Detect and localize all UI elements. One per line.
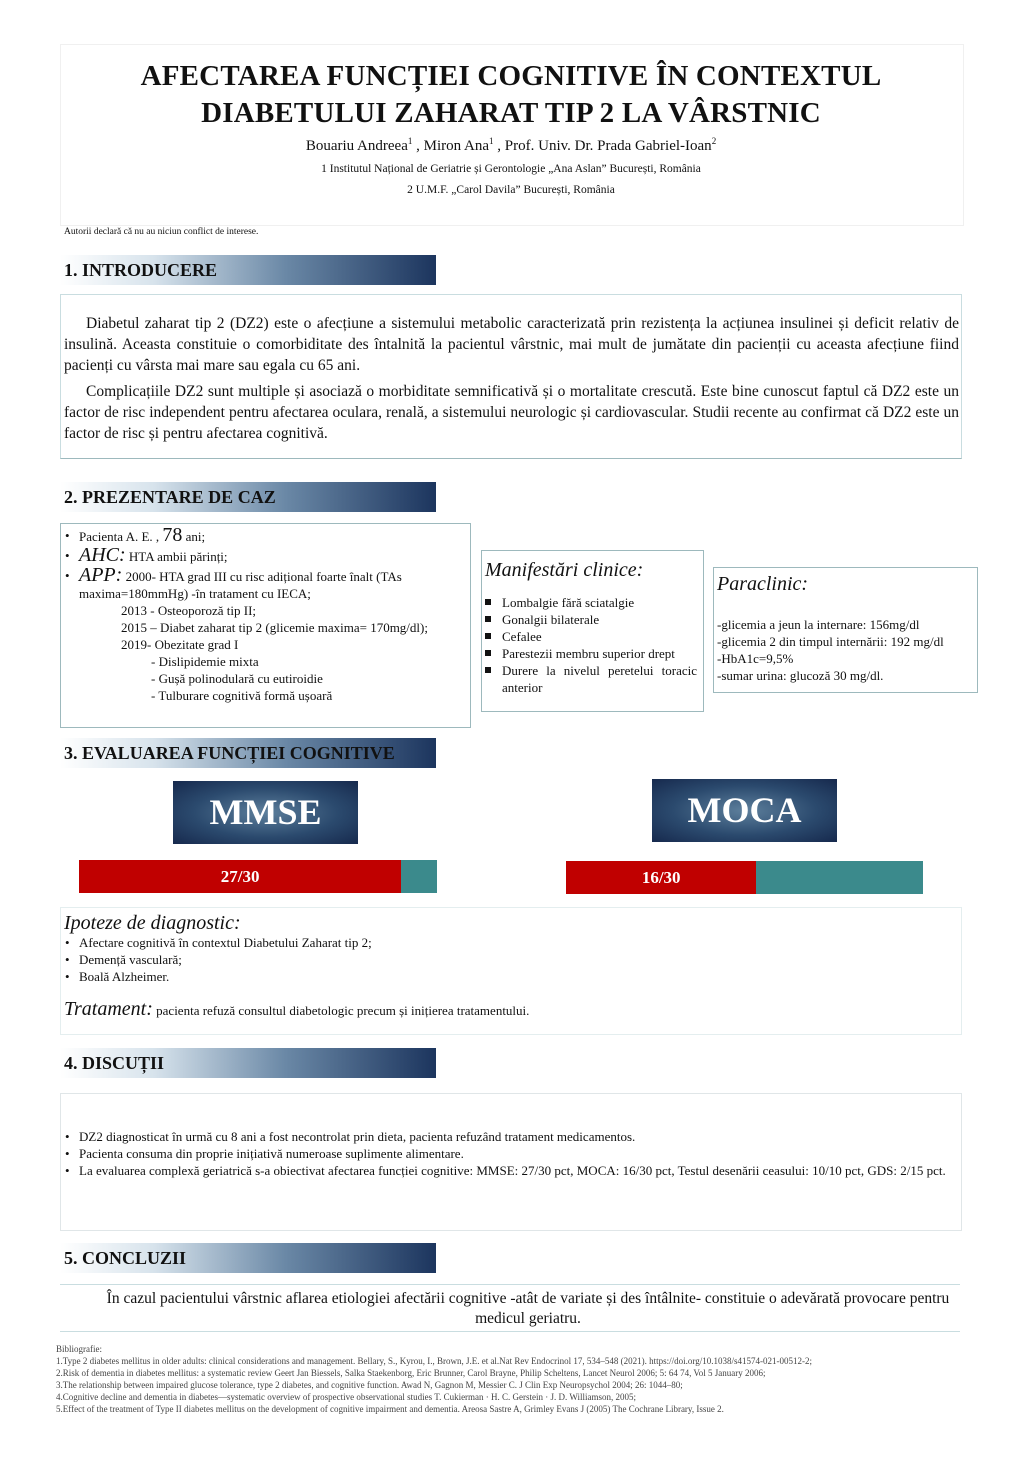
history-item: 2013 - Osteoporoză tip II;: [121, 603, 257, 618]
intro-paragraph-2: Complicațiile DZ2 sunt multiple și asociază o morbiditate semnificativă și o mortalitate crescută. Este bine cunoscut faptul că DZ2 este un factor de risc independent pentru afectarea oculara, renală, a sistemului neurologic și cardiovascular. Studii recente au confirmat că DZ2 este un factor de risc și pentru afectarea cognitivă.: [64, 383, 959, 442]
ahc-text: HTA ambii părinți;: [128, 549, 228, 564]
clinical-item: Lombalgie fără sciatalgie: [482, 594, 697, 611]
clinical-item: Gonalgii bilaterale: [482, 611, 697, 628]
paraclinic-item: -sumar urina: glucoză 30 mg/dl.: [717, 668, 884, 683]
moca-box: MOCA: [652, 779, 837, 842]
section-header-discussion: 4. DISCUȚII: [60, 1048, 436, 1078]
author-3-affiliation: 2: [711, 136, 717, 146]
ahc-label: AHC:: [79, 544, 126, 566]
diagnosis-title: Ipoteze de diagnostic:: [64, 912, 241, 934]
history-item: 2015 – Diabet zaharat tip 2 (glicemie maxima= 170mg/dl);: [121, 620, 428, 635]
clinical-item: Cefalee: [482, 628, 697, 645]
paraclinic-item: -HbA1c=9,5%: [717, 651, 794, 666]
diagnosis-list: [61, 934, 961, 985]
diagnosis-item: • Boală Alzheimer.: [65, 968, 961, 985]
moca-score-bar: [566, 861, 923, 894]
discussion-item: • Pacienta consuma din proprie inițiativă numeroase suplimente alimentare.: [65, 1145, 955, 1162]
discussion-panel: [60, 1093, 962, 1231]
author-3: Prof. Univ. Dr. Prada Gabriel-Ioan: [504, 138, 712, 154]
history-item: 2019- Obezitate grad I: [121, 637, 239, 652]
mmse-box: MMSE: [173, 781, 358, 844]
title-line-1: AFECTAREA FUNCȚIEI COGNITIVE ÎN CONTEXTUL: [140, 60, 882, 92]
moca-score-label: 16/30: [641, 868, 681, 887]
section-header-conclusions: 5. CONCLUZII: [60, 1243, 436, 1273]
affiliation-2: 2 U.M.F. „Carol Davila” București, România: [407, 184, 615, 196]
diagnosis-panel: [60, 907, 962, 1035]
paraclinic-title: Paraclinic:: [717, 573, 809, 595]
paraclinic-list: [714, 616, 977, 684]
clinical-title: Manifestări clinice:: [485, 559, 644, 581]
patient-age: 78: [162, 524, 183, 546]
diagnosis-item: • Afectare cognitivă în contextul Diabetului Zaharat tip 2;: [65, 934, 961, 951]
clinical-panel: [481, 550, 704, 712]
treatment-text: pacienta refuză consultul diabetologic precum și inițierea tratamentului.: [156, 1003, 530, 1018]
bibliography-item: 1.Type 2 diabetes mellitus in older adults: clinical considerations and management. Bellary, S., Kyrou, I., Brown, J.E. et al.Nat Rev Endocrinol 17, 534–548 (2021). https://doi.org/10.1038/s41574-021-00512-2;: [56, 1356, 812, 1366]
clinical-item: Parestezii membru superior drept: [482, 645, 697, 662]
case-patient-item: [65, 524, 466, 546]
diagnosis-item: • Demență vasculară;: [65, 951, 961, 968]
bibliography: [56, 1343, 966, 1415]
app-label: APP:: [79, 564, 123, 586]
author-separator: ,: [412, 138, 424, 154]
history-list: [61, 602, 470, 653]
discussion-list: [61, 1094, 961, 1179]
conclusion-text: În cazul pacientului vârstnic aflarea etiologiei afectării cognitive -atât de variate și des întâlnite- constituie o adevărată provocare pentru medicul geriatru.: [106, 1290, 950, 1327]
patient-age-unit: ani;: [185, 529, 206, 544]
bibliography-title: Bibliografie:: [56, 1344, 102, 1354]
bibliography-item: 5.Effect of the treatment of Type II diabetes mellitus on the development of cognitive impairment and dementia. Areosa Sastre A, Grimley Evans J (2005) The Cochrane Library, Issue 2.: [56, 1404, 724, 1414]
poster-title: [60, 58, 962, 132]
treatment-label: Tratament:: [64, 998, 153, 1020]
section-header-evaluation: 3. EVALUAREA FUNCȚIEI COGNITIVE: [60, 738, 436, 768]
comorbidity-list: [61, 653, 470, 704]
clinical-list: [482, 594, 703, 696]
discussion-item: • DZ2 diagnosticat în urmă cu 8 ani a fost necontrolat prin dieta, pacienta refuzând tratament medicamentos.: [65, 1128, 955, 1145]
case-app-item: [65, 564, 466, 602]
paraclinic-item: -glicemia a jeun la internare: 156mg/dl: [717, 617, 920, 632]
affiliation-1: 1 Institutul Național de Geriatrie și Gerontologie „Ana Aslan” București, România: [321, 163, 701, 175]
authors: [60, 136, 962, 155]
intro-paragraph-1: Diabetul zaharat tip 2 (DZ2) este o afecțiune a sistemului metabolic caracterizată prin rezistența la acțiunea insulinei și deficit relativ de insulină. Aceasta constituie o comorbiditate des întalnită la pacientul vârstnic, mai mult de jumătate din pacienții cu aceasta afecțiune fiind pacienți cu vârsta mai mare sau egala cu 65 ani.: [64, 315, 959, 374]
introduction-panel: [60, 294, 962, 459]
conclusion-panel: [60, 1284, 960, 1332]
bibliography-item: 2.Risk of dementia in diabetes mellitus: a systematic review Geert Jan Biessels, Salka Staekenborg, Eric Brunner, Carol Brayne, Philip Scheltens, Lancet Neurol 2006; 5: 64 74, Vol 5 January 2006;: [56, 1368, 766, 1378]
bibliography-item: 4.Cognitive decline and dementia in diabetes—systematic overview of prospective observational studies T. Cukierman · H. C. Gerstein · J. D. Williamson, 2005;: [56, 1392, 637, 1402]
paraclinic-panel: [713, 567, 978, 693]
case-panel: [60, 523, 471, 728]
mmse-score-bar: [79, 860, 437, 893]
section-header-introduction: 1. INTRODUCERE: [60, 255, 436, 285]
paraclinic-item: -glicemia 2 din timpul internării: 192 mg/dl: [717, 634, 944, 649]
bibliography-item: 3.The relationship between impaired glucose tolerance, type 2 diabetes, and cognitive function. Awad N, Gagnon M, Messier C. J Clin Exp Neuropsychol 2004; 26: 1044–80;: [56, 1380, 683, 1390]
comorbidity-item: - Tulburare cognitivă formă ușoară: [151, 688, 333, 703]
conflict-statement: Autorii declară că nu au niciun conflict de interese.: [64, 227, 259, 237]
author-separator: ,: [493, 138, 505, 154]
title-line-2: DIABETULUI ZAHARAT TIP 2 LA VÂRSTNIC: [201, 97, 821, 129]
discussion-item: • La evaluarea complexă geriatrică s-a obiectivat afectarea funcției cognitive: MMSE: 27/30 pct, MOCA: 16/30 pct, Testul desenării ceasului: 10/10 pct, GDS: 2/15 pct.: [65, 1162, 955, 1179]
patient-label: Pacienta A. E. ,: [79, 529, 160, 544]
treatment-line: [61, 998, 961, 1021]
author-1: Bouariu Andreea: [305, 138, 408, 154]
comorbidity-item: - Dislipidemie mixta: [151, 654, 259, 669]
mmse-score-label: 27/30: [220, 867, 260, 886]
author-2-affiliation: 1: [489, 136, 494, 146]
comorbidity-item: - Gușă polinodulară cu eutiroidie: [151, 671, 323, 686]
author-1-affiliation: 1: [407, 136, 413, 146]
author-2: Miron Ana: [423, 138, 490, 154]
section-header-case: 2. PREZENTARE DE CAZ: [60, 482, 436, 512]
case-ahc-item: [65, 544, 466, 566]
clinical-item: Durere la nivelul peretelui toracic anterior: [482, 662, 697, 696]
app-text: 2000- HTA grad III cu risc adițional foarte înalt (TAs maxima=180mmHg) -în tratament cu IECA;: [79, 569, 402, 601]
